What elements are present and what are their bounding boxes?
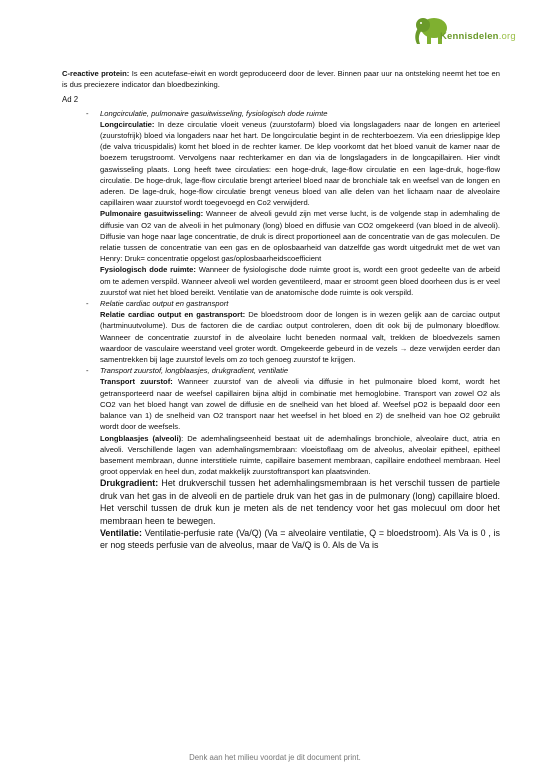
document-body	[62, 68, 500, 552]
kennisdelen-logo[interactable]	[410, 14, 540, 50]
list-dash: -	[86, 108, 89, 118]
paragraph-ventilatie: Ventilatie: Ventilatie-perfusie rate (Va/Q) (Va = alveolaire ventilatie, Q = bloedstroom). Als Va is 0 , is er nog steeds perfusie van de alveolus, maar de Va/Q is 0. Als de Va is	[100, 527, 500, 551]
section-ad2-label: Ad 2	[62, 95, 79, 105]
list-item-cardiac-output	[62, 298, 500, 365]
item-heading: Longcirculatie, pulmonaire gasuitwisseling, fysiologisch dode ruimte	[100, 108, 328, 118]
paragraph-longblaasjes: Longblaasjes (alveoli): De ademhalingseenheid bestaat uit de ademhalings bronchiole, alveolaire duct, atria en alveoli. Verschillende lagen van ademhalingsmembraan: vloeistoflaag om de alveolus, alveolair epitheel, epitheel basement membraan, dunne interstitiele ruimte, capillaire basement membraan, capillaire endotheel membraan. Heel groot oppervlak en heel dun, zodat makkelijk zuurstoftransport kan plaatsvinden.	[100, 433, 500, 477]
footer-note: Denk aan het milieu voordat je dit document print.	[189, 753, 361, 762]
list-item-longcirculatie	[62, 108, 500, 298]
item-heading: Relatie cardiac output en gastransport	[100, 299, 229, 309]
list-item-transport	[62, 365, 500, 551]
paragraph-transport-zuurstof: Transport zuurstof: Wanneer zuurstof van de alveoli via diffusie in het pulmonaire bloed komt, wordt het getransporteerd naar de weefsel capillairen bijna altijd in combinatie met hemoglobine. Transport van zowel O2 als CO2 van het bloed hangt van zowel de diffusie en de snelheid van het bloed af. Weefsel pO2 is bepaald door een balance van 1) de snelheid van O2 transport naar het weefsel in het bloed en 2) de snelheid van hoe O2 gebruikt wordt door de weefsels.	[100, 377, 501, 432]
paragraph-dode-ruimte: Fysiologisch dode ruimte: Wanneer de fysiologische dode ruimte groot is, wordt een groot gedeelte van de arbeid om te ademen verspild. Wanneer alveoli wel worden geventileerd, maar er stroomt geen bloed doorheen dus is er veel zuurstof wat niet het bloed bereikt. Ventilatie van de anatomische dode ruimte is ook verspild.	[100, 265, 500, 297]
paragraph-drukgradient: Drukgradient: Het drukverschil tussen het ademhalingsmembraan is het verschil tussen de partiele druk van het gas in de alveoli en de partiele druk van het gas in de pulmonary (long) capillaire bloed. Het verschil tussen de druk kun je meten als de net tendency voor het gas molecuul om door het membraan heen te bewegen.	[100, 478, 500, 526]
item-heading: Transport zuurstof, longblaasjes, drukgradient, ventilatie	[100, 366, 289, 376]
paragraph-cardiac-output: Relatie cardiac output en gastransport: De bloedstroom door de longen is in wezen gelijk aan de carciac output (hartminuutvolume). Dus de factoren die de cardiac output controleren, doen dit ook bij de pulmonary bloedflow. Wanneer de concentratie zuurstof in de alveolaire lucht beneden normaal valt, trekken de bloedvezels samen waardoor de vasculaire weerstand veel groter wordt. Omgekeerde gebeurd in de vezels → deze verwijden eerder dan samentrekken bij lage zuurstof levels om zo toch genoeg zuurstof te krijgen.	[100, 310, 500, 365]
crp-paragraph: C-reactive protein: Is een acutefase-eiwit en wordt geproduceerd door de lever. Binnen paar uur na ontsteking neemt het toe en is dus preciezere indicator dan bloedbezinking.	[62, 69, 500, 90]
paragraph-gasuitwisseling: Pulmonaire gasuitwisseling: Wanneer de alveoli gevuld zijn met verse lucht, is de volgende stap in ademhaling de diffusie van O2 van de alveoli in het pulmonary (long) bloed en diffusie van CO2 omgekeerd (van bloed in de alveoli). Diffusie van hoge naar lage concentratie, de druk is direct proportioneel aan de concentratie van de gas moleculen. De relatie tussen de concentratie van een gas en de oplosbaarheid van datzelfde gas wordt uitgedrukt met de wet van Henry: Druk= concentratie opgelost gas/oplosbaarheidscoefficient	[100, 209, 501, 264]
logo-text: Kennisdelen.org	[440, 31, 516, 42]
paragraph-longcirculatie: Longcirculatie: In deze circulatie vloeit veneus (zuurstofarm) bloed via longslagaders naar de longen en arterieel (zuurstofrijk) bloed via longaders naar het hart. De longcirculatie begint in de rechterboezem. Via een drieslippige klep (de valva tricuspidalis) komt het bloed in de rechter kamer. De klep voorkomt dat het bloed vanuit de kamer naar de boezem terugstroomt. Vervolgens naar rechterkamer en dan via de longslagaders in de longcapillairen. Hier vindt gaswisseling plaats. Long heeft twee circulaties: een hoge-druk, lage-flow circulatie en een lage-druk, hoge-flow circulatie. De hoge-druk, lage-flow circulatie brengt arterieel bloed naar de bronchiale tak en weefsel van de longen en aderen. De lage-druk, hoge-flow circulatie brengt veneus bloed van alle delen van het lichaam naar de alveolaire capillairen waar zuurstof wordt toegevoegd en Co2 verwijderd.	[100, 119, 500, 208]
list-dash: -	[86, 366, 89, 376]
list-dash: -	[86, 299, 89, 309]
